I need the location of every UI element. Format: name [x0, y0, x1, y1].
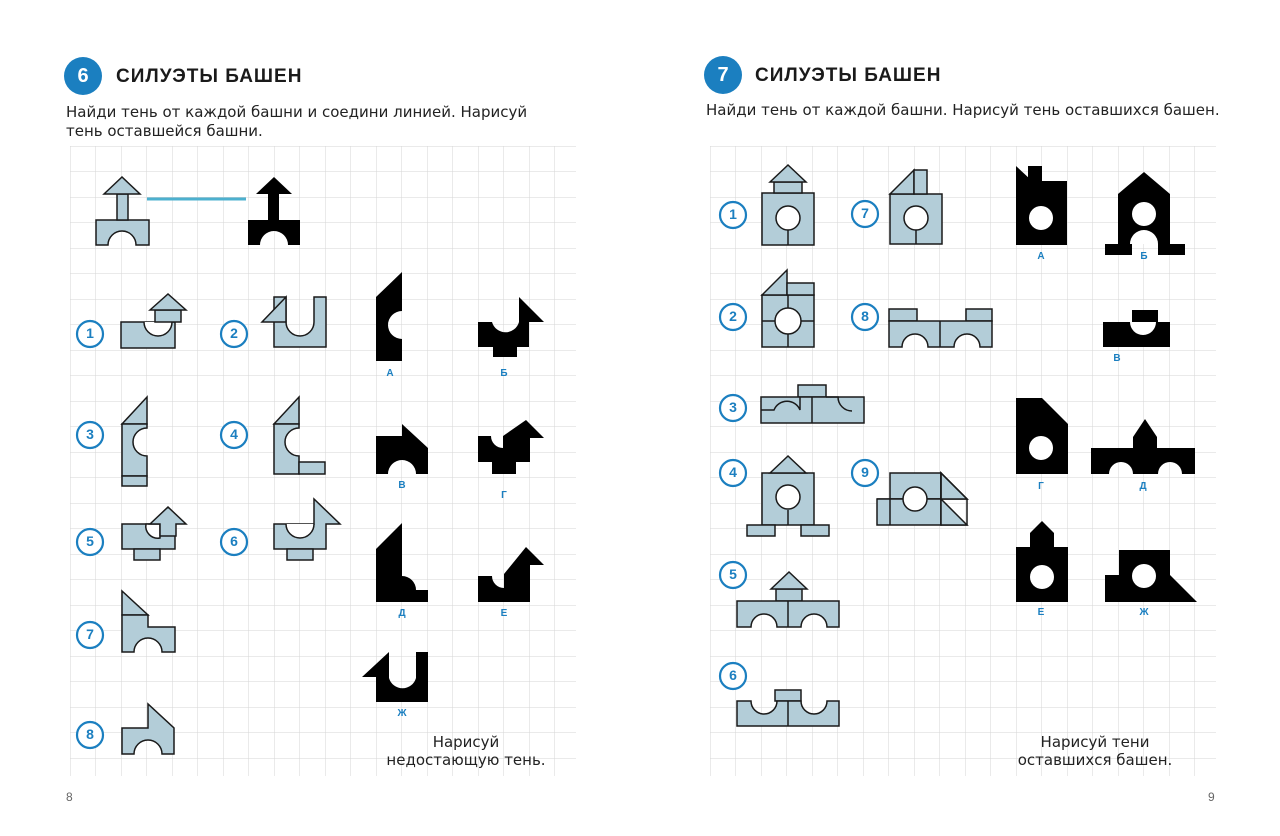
- exercise-title: СИЛУЭТЫ БАШЕН: [116, 66, 303, 87]
- footer-note-line-2: недостающую тень.: [386, 751, 546, 769]
- shadow-letter-e: Е: [1037, 607, 1045, 618]
- shadow-letter-zh: Ж: [397, 708, 407, 719]
- shadow-letter-zh: Ж: [1139, 607, 1149, 618]
- tower-number-3: 3: [86, 426, 94, 442]
- tower-number-8: 8: [86, 726, 94, 742]
- shadow-letter-b: Б: [1140, 251, 1148, 262]
- tower-number-4: 4: [230, 426, 238, 442]
- tower-number-7: 7: [861, 205, 869, 221]
- shadow-letter-a: А: [386, 368, 394, 379]
- tower-number-5: 5: [729, 566, 737, 582]
- exercise-number-badge: 7: [704, 56, 742, 94]
- shadow-b-window: [1132, 202, 1156, 226]
- footer-note-line-2: оставшихся башен.: [1017, 751, 1173, 769]
- tower-number-5: 5: [86, 533, 94, 549]
- shadow-a-window: [1029, 206, 1053, 230]
- footer-note: [1005, 733, 1185, 769]
- page-number: 8: [66, 790, 73, 804]
- exercise-instruction: Найди тень от каждой башни. Нарисуй тень оставшихся башен.: [706, 101, 1220, 119]
- footer-note-line-1: Нарисуй: [432, 733, 500, 751]
- shadow-letter-g: Г: [1038, 481, 1044, 492]
- shadow-g-window: [1029, 436, 1053, 460]
- right-page: [640, 0, 1280, 836]
- shadow-letter-a: А: [1037, 251, 1045, 262]
- worksheet-grid: [640, 0, 1280, 836]
- tower-number-2: 2: [729, 308, 737, 324]
- shadow-letter-e: Е: [500, 608, 508, 619]
- footer-note: [386, 733, 546, 769]
- tower-number-1: 1: [86, 325, 94, 341]
- tower-number-2: 2: [230, 325, 238, 341]
- tower-number-6: 6: [230, 533, 238, 549]
- tower-number-3: 3: [729, 399, 737, 415]
- page-number: 9: [1208, 790, 1215, 804]
- shadow-letter-v: В: [1113, 353, 1121, 364]
- tower-number-8: 8: [861, 308, 869, 324]
- shadow-zh-window: [1132, 564, 1156, 588]
- shadow-letter-d: Д: [398, 608, 406, 619]
- tower-number-6: 6: [729, 667, 737, 683]
- tower-number-7: 7: [86, 626, 94, 642]
- shadow-letter-d: Д: [1139, 481, 1147, 492]
- shadow-letter-g: Г: [501, 490, 507, 501]
- shadow-letter-b: Б: [500, 368, 508, 379]
- footer-note-line-1: Нарисуй тени: [1040, 733, 1150, 751]
- tower-number-4: 4: [729, 464, 737, 480]
- tower-number-9: 9: [861, 464, 869, 480]
- shadow-letter-v: В: [398, 480, 406, 491]
- exercise-instruction: Найди тень от каждой башни и соедини линией. Нарисуй тень оставшейся башни.: [66, 103, 528, 140]
- exercise-title: СИЛУЭТЫ БАШЕН: [755, 65, 942, 86]
- exercise-number-badge: 6: [64, 57, 102, 95]
- tower-number-1: 1: [729, 206, 737, 222]
- shadow-e-window: [1030, 565, 1054, 589]
